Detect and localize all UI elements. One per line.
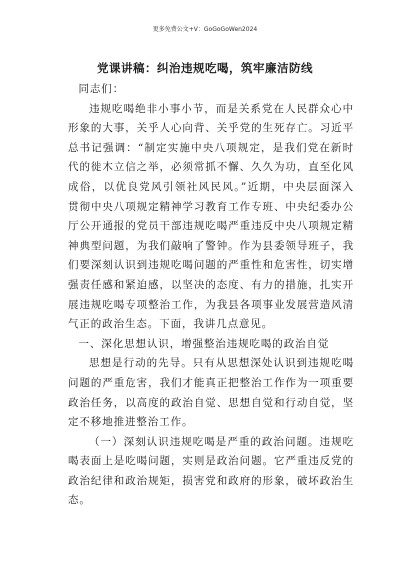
- subsection-text-1: 违规吃喝表面上是吃喝问题，实则是政治问题。它严重违反党的政治纪律和政治规矩，损害党和政府的形象，破坏政治生态。: [68, 435, 355, 507]
- section-heading-1: 一、深化思想认识，增强整治违规吃喝的政治自觉: [78, 337, 330, 350]
- header-note: 更多免费公文+V：GoGoGoWen2024: [152, 26, 258, 33]
- section-paragraph-1: 思想是行动的先导。只有从思想深处认识到违规吃喝问题的严重危害，我们才能真正把整治工作作为一项重要政治任务，以高度的政治自觉、思想自觉和行动自觉，坚定不移地推进整治工作。: [68, 357, 354, 429]
- document-body: [68, 80, 354, 511]
- intro-paragraph: 违规吃喝绝非小事小节，而是关系党在人民群众心中形象的大事，关乎人心向背、关乎党的生死存亡。习近平总书记强调：“制定实施中央八项规定，是我们党在新时代的徙木立信之举，必须常抓不懈、久久为功，直至化风成俗，以优良党风引领社风民风。”近期，中央层面深入贯彻中央八项规定精神学习教育工作专班、中央纪委办公厅公开通报的党员干部违规吃喝严重违反中央八项规定精神典型问题，为我们敲响了警钟。作为县委领导班子，我们要深刻认识到违规吃喝问题的严重性和危害性，切实增强责任感和紧迫感，以坚决的态度、有力的措施，扎实开展违规吃喝专项整治工作，为我县各项事业发展营造风清气正的政治生态。下面，我讲几点意见。: [68, 102, 354, 331]
- subsection-label-1: （一）深刻认识违规吃喝是严重的政治问题。: [89, 435, 320, 448]
- document-title: 党课讲稿：纠治违规吃喝，筑牢廉洁防线: [97, 61, 313, 75]
- subsection-paragraph-1: [68, 433, 354, 511]
- salutation: 同志们：: [78, 83, 125, 95]
